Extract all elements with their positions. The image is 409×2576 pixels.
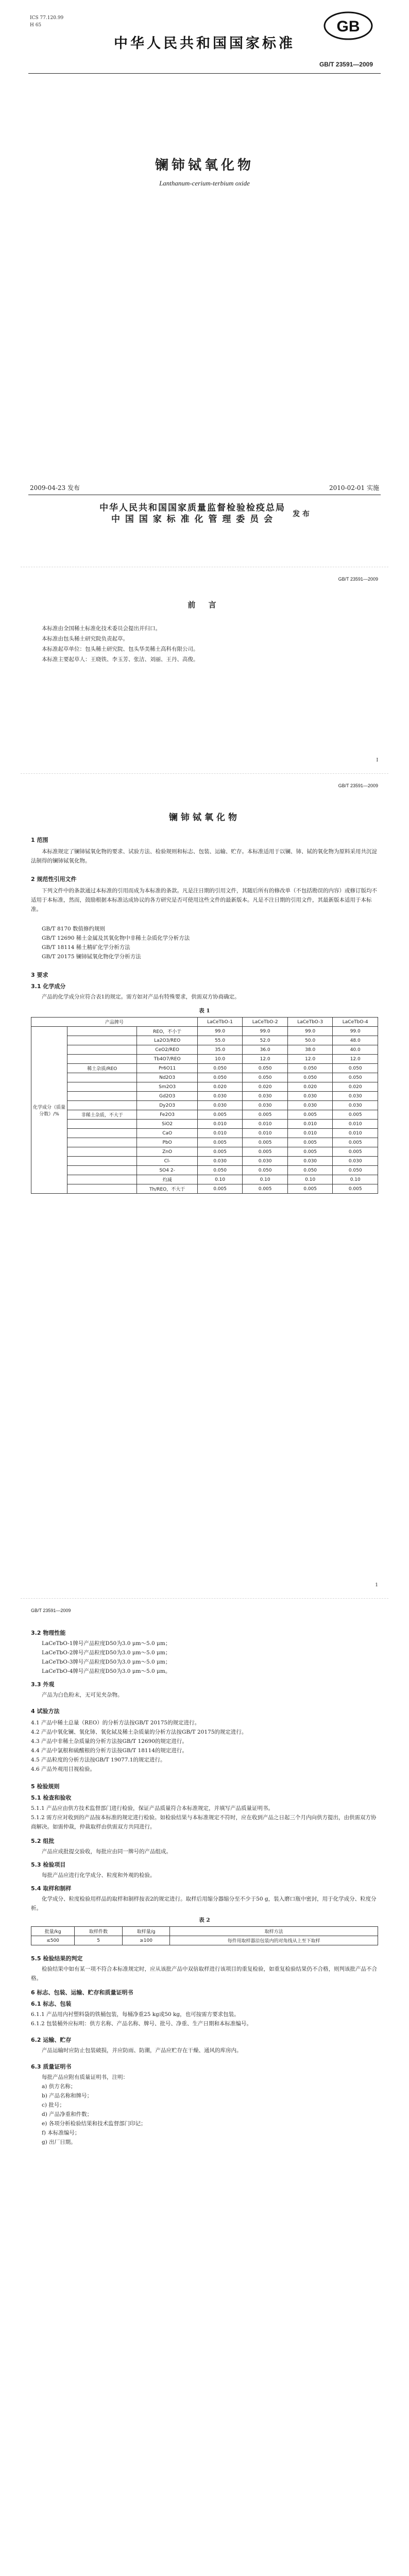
row-label: SO4 2- xyxy=(137,1166,197,1175)
sampling-table xyxy=(31,1926,378,1945)
table-cell: 0.010 xyxy=(333,1120,378,1129)
subsection-heading: 6.1 标志、包装 xyxy=(31,2001,72,2007)
table-cell: 99.0 xyxy=(197,1027,243,1036)
table-cell: 40.0 xyxy=(333,1045,378,1055)
subsection-heading: 3.3 外观 xyxy=(31,1681,55,1688)
table-row xyxy=(31,1120,378,1129)
issuer-line: 中华人民共和国国家质量监督检验检疫总局 xyxy=(99,503,286,513)
table-cell: 5 xyxy=(75,1936,123,1945)
row-group-label xyxy=(67,1073,137,1082)
row-group-label: 稀土杂质/REO xyxy=(67,1064,137,1073)
table-cell: 0.030 xyxy=(287,1092,333,1101)
table-cell: 0.050 xyxy=(197,1166,243,1175)
table-cell: 0.005 xyxy=(333,1110,378,1120)
table-cell: 0.030 xyxy=(287,1157,333,1166)
gb-logo-text: GB xyxy=(336,18,360,35)
row-label: REO，不小于 xyxy=(137,1027,197,1036)
table-cell: 0.005 xyxy=(197,1147,243,1157)
row-group-label xyxy=(67,1036,137,1045)
header-rule xyxy=(28,73,381,74)
section-text: 产品的化学成分应符合表1的规定。需方如对产品有特殊要求，供需双方协商确定。 xyxy=(42,994,240,1000)
section-text: 产品运输时应防止包装破损，并应防雨、防潮，产品应贮存在干燥、通风的库房内。 xyxy=(42,2047,242,2054)
table-row xyxy=(31,1027,378,1036)
row-label: Gd2O3 xyxy=(137,1092,197,1101)
table-cell: 0.020 xyxy=(287,1082,333,1092)
list-item: 6.1.1 产品用内衬塑料袋的铁桶包装，每桶净重25 kg或50 kg，也可按需方要求包装。 xyxy=(31,2011,240,2018)
table-cell: 99.0 xyxy=(243,1027,288,1036)
table-cell: 0.020 xyxy=(197,1082,243,1092)
list-item: 6.1.2 包装桶外应标明：供方名称、产品名称、牌号、批号、净重、生产日期和本标准编号。 xyxy=(31,2021,252,2027)
reference-item: GB/T 20175 镧铈铽氧化物化学分析方法 xyxy=(42,954,141,960)
list-item: f) 本标准编号； xyxy=(42,2130,80,2136)
table-cell: 0.005 xyxy=(243,1110,288,1120)
table-cell: 0.010 xyxy=(243,1120,288,1129)
table-row xyxy=(31,1184,378,1194)
row-label: PbO xyxy=(137,1138,197,1147)
row-label: 灼减 xyxy=(137,1175,197,1184)
table-cell: 0.030 xyxy=(243,1092,288,1101)
table-cell: 0.10 xyxy=(287,1175,333,1184)
table-cell: 0.050 xyxy=(333,1064,378,1073)
issuer-line: 中 国 国 家 标 准 化 管 理 委 员 会 xyxy=(111,514,274,524)
table-cell: 0.005 xyxy=(287,1184,333,1194)
row-group-label xyxy=(67,1129,137,1138)
row-label: SiO2 xyxy=(137,1120,197,1129)
list-item: 4.5 产品粒度的分析方法按GB/T 19077.1的规定进行。 xyxy=(31,1757,166,1763)
section-heading: 2 规范性引用文件 xyxy=(31,876,77,883)
foreword-page xyxy=(0,567,409,773)
table-cell: 0.050 xyxy=(287,1064,333,1073)
table-cell: 0.020 xyxy=(243,1082,288,1092)
body-page xyxy=(0,774,409,1598)
table-cell: 0.030 xyxy=(197,1092,243,1101)
table-row xyxy=(31,1157,378,1166)
list-item: LaCeTbO-4牌号产品粒度D50为3.0 μm～5.0 μm。 xyxy=(42,1668,171,1674)
table-cell: 0.010 xyxy=(333,1129,378,1138)
row-label: Th/REO，不大于 xyxy=(137,1184,197,1194)
table-cell: 0.005 xyxy=(287,1147,333,1157)
reference-item: GB/T 8170 数值修约规则 xyxy=(42,926,106,932)
row-label: ZnO xyxy=(137,1147,197,1157)
table-cell: 12.0 xyxy=(333,1055,378,1064)
table-row xyxy=(31,1045,378,1055)
grade-header: LaCeTbO-1 xyxy=(197,1018,243,1027)
document-title: 镧铈铽氧化物 xyxy=(155,158,254,173)
table-cell: 0.050 xyxy=(287,1073,333,1082)
table-cell: 0.050 xyxy=(243,1166,288,1175)
grade-header: LaCeTbO-2 xyxy=(243,1018,288,1027)
subsection-heading: 5.4 取样和制样 xyxy=(31,1885,72,1892)
row-label: Nd2O3 xyxy=(137,1073,197,1082)
implement-date: 2010-02-01 实施 xyxy=(329,484,379,492)
reference-item: GB/T 18114 稀土精矿化学分析方法 xyxy=(42,944,130,951)
table-cell: 0.005 xyxy=(197,1184,243,1194)
table-cell: 12.0 xyxy=(287,1055,333,1064)
table-cell: 0.010 xyxy=(197,1120,243,1129)
ics-line: H 65 xyxy=(30,23,42,28)
subsection-heading: 5.5 检验结果的判定 xyxy=(31,1955,83,1962)
foreword-paragraph: 本标准起草单位：包头稀土研究院、包头华美稀土高科有限公司。 xyxy=(42,646,199,652)
row-group-label xyxy=(67,1092,137,1101)
table-header-cell: 取样件数 xyxy=(75,1927,123,1936)
table-cell: 0.10 xyxy=(243,1175,288,1184)
table-row xyxy=(31,1101,378,1110)
table-cell: 0.005 xyxy=(197,1110,243,1120)
table-cell: 99.0 xyxy=(333,1027,378,1036)
row-label: La2O3/REO xyxy=(137,1036,197,1045)
table-row xyxy=(31,1036,378,1045)
page-number: I xyxy=(376,758,378,763)
list-item: e) 各项分析检验结果和技术监督部门印记； xyxy=(42,2121,146,2127)
table-cell: 38.0 xyxy=(287,1045,333,1055)
table-row xyxy=(31,1166,378,1175)
row-group-label xyxy=(67,1082,137,1092)
table-cell: 0.050 xyxy=(197,1073,243,1082)
table-cell: 0.030 xyxy=(333,1157,378,1166)
list-item: LaCeTbO-2牌号产品粒度D50为3.0 μm～5.0 μm； xyxy=(42,1650,171,1656)
table-cell: 0.005 xyxy=(243,1138,288,1147)
table-cell: 35.0 xyxy=(197,1045,243,1055)
row-label: Pr6O11 xyxy=(137,1064,197,1073)
table-header-cell: 取样量/g xyxy=(122,1927,169,1936)
row-label: Sm2O3 xyxy=(137,1082,197,1092)
list-item: b) 产品名称和牌号； xyxy=(42,2093,93,2099)
continued-page xyxy=(0,1599,409,2576)
table-cell: 0.030 xyxy=(243,1101,288,1110)
section-text: 产品应成批提交验收，每批应由同一牌号的产品组成。 xyxy=(42,1849,172,1855)
cover-page xyxy=(0,0,409,567)
table-row xyxy=(31,1082,378,1092)
list-item: 5.1.2 需方应对收到的产品按本标准的规定进行检验。如检验结果与本标准规定不符时，应在收到产品之日起三个月内向供方提出，由供需双方协商解决。如需仲裁，仲裁取样由供需双方共同进行。 xyxy=(31,1815,377,1830)
standard-organization: 中华人民共和国国家标准 xyxy=(114,36,295,52)
table-cell: 0.050 xyxy=(287,1166,333,1175)
row-label: Tb4O7/REO xyxy=(137,1055,197,1064)
composition-label: 化学成分（质量分数）/% xyxy=(31,1027,67,1194)
standard-number: GB/T 23591—2009 xyxy=(319,61,373,68)
list-item: g) 出厂日期。 xyxy=(42,2139,76,2145)
section-text: 每批产品应附有质量证明书，注明： xyxy=(42,2074,128,2080)
table-row xyxy=(31,1129,378,1138)
table-cell: 12.0 xyxy=(243,1055,288,1064)
table-row xyxy=(31,1110,378,1120)
row-label: CaO xyxy=(137,1129,197,1138)
table-cell: 0.005 xyxy=(197,1138,243,1147)
composition-table xyxy=(31,1017,378,1194)
table-cell: 0.050 xyxy=(243,1073,288,1082)
row-label: Cl- xyxy=(137,1157,197,1166)
list-item: c) 批号； xyxy=(42,2102,65,2108)
table-cell: 10.0 xyxy=(197,1055,243,1064)
row-group-label xyxy=(67,1101,137,1110)
row-group-label xyxy=(67,1175,137,1184)
page-header: GB/T 23591—2009 xyxy=(338,783,378,788)
subsection-heading: 3.2 物理性能 xyxy=(31,1630,66,1636)
row-label: Fe2O3 xyxy=(137,1110,197,1120)
table-header-cell: 批量/kg xyxy=(31,1927,75,1936)
list-item: 5.1.1 产品应由供方技术监督部门进行检验，保证产品质量符合本标准规定，并填写产品质量证明书。 xyxy=(31,1805,274,1811)
table-cell: ≤500 xyxy=(31,1936,75,1945)
section-text: 检验结果中如有某一项不符合本标准规定时，应从该批产品中双倍取样进行该项目的重复检验，如重复检验结果仍不合格，则判该批产品不合格。 xyxy=(31,1966,377,1981)
section-text: 化学成分、粒度检验用样品的取样和制样按表2的规定进行。取样后用缩分器缩分至不少于50 g，装入磨口瓶中密封，用于化学成分、粒度分析。 xyxy=(31,1896,377,1911)
row-group-label xyxy=(67,1055,137,1064)
list-item: 4.3 产品中非稀土杂质量的分析方法按GB/T 12690的规定进行。 xyxy=(31,1738,188,1744)
foreword-paragraph: 本标准主要起草人：王晓铁、李玉芳、张洁、刘丽、王丹、高俊。 xyxy=(42,656,199,663)
table-header-row xyxy=(31,1018,378,1027)
table-cell: 0.010 xyxy=(287,1120,333,1129)
table-row xyxy=(31,1073,378,1082)
grade-header: LaCeTbO-3 xyxy=(287,1018,333,1027)
list-item: 4.4 产品中氯根和硫酸根的分析方法按GB/T 18114的规定进行。 xyxy=(31,1748,188,1754)
table-cell: 0.050 xyxy=(333,1073,378,1082)
row-group-label xyxy=(67,1027,137,1036)
subsection-heading: 5.1 检查和验收 xyxy=(31,1794,72,1801)
section-text: 下列文件中的条款通过本标准的引用而成为本标准的条款。凡是注日期的引用文件，其随后所有的修改单（不包括勘误的内容）或修订版均不适用于本标准，然而，鼓励根据本标准达成协议的各方研究是否可使用这些文件的最新版本。凡是不注日期的引用文件，其最新版本适用于本标准。 xyxy=(31,888,377,912)
ics-line: ICS 77.120.99 xyxy=(30,15,64,21)
page-header: GB/T 23591—2009 xyxy=(31,1608,71,1613)
table-row xyxy=(31,1138,378,1147)
table-row xyxy=(31,1055,378,1064)
table-cell: 0.030 xyxy=(197,1101,243,1110)
table-header-row xyxy=(31,1927,378,1936)
issuer-block xyxy=(0,502,409,525)
table-cell: 0.10 xyxy=(333,1175,378,1184)
table-row xyxy=(31,1064,378,1073)
section-heading: 1 范围 xyxy=(31,837,48,843)
list-item: d) 产品净重和件数； xyxy=(42,2111,93,2117)
table-cell: 0.10 xyxy=(197,1175,243,1184)
table-cell: 0.005 xyxy=(287,1110,333,1120)
reference-item: GB/T 12690 稀土金属及其氧化物中非稀土杂质化学分析方法 xyxy=(42,935,190,941)
row-group-label xyxy=(67,1157,137,1166)
table-cell: 0.005 xyxy=(333,1147,378,1157)
list-item: 4.6 产品外观用目视检验。 xyxy=(31,1766,96,1772)
table-cell: 0.030 xyxy=(333,1092,378,1101)
body-title: 镧铈铽氧化物 xyxy=(169,812,240,823)
table-head-label: 产品牌号 xyxy=(31,1018,198,1027)
page-number: 1 xyxy=(375,1583,378,1588)
subsection-heading: 6.3 质量证明书 xyxy=(31,2063,72,2070)
table-cell: 0.050 xyxy=(197,1064,243,1073)
table-cell: 48.0 xyxy=(333,1036,378,1045)
section-heading: 4 试验方法 xyxy=(31,1708,60,1715)
subsection-heading: 3.1 化学成分 xyxy=(31,983,66,990)
table-row xyxy=(31,1092,378,1101)
table-row xyxy=(31,1936,378,1945)
ics-code xyxy=(30,14,63,29)
table-row xyxy=(31,1147,378,1157)
table-cell: 0.020 xyxy=(333,1082,378,1092)
section-text: 产品为白色粉末，无可见夹杂物。 xyxy=(42,1692,123,1698)
table-cell: 0.030 xyxy=(287,1101,333,1110)
table-cell: 50.0 xyxy=(287,1036,333,1045)
section-text: 每批产品应进行化学成分、粒度和外观的检验。 xyxy=(42,1872,156,1878)
table-cell: 0.030 xyxy=(197,1157,243,1166)
table-cell: 0.005 xyxy=(287,1138,333,1147)
publish-date: 2009-04-23 发布 xyxy=(30,484,80,492)
row-label: Dy2O3 xyxy=(137,1101,197,1110)
row-group-label xyxy=(67,1138,137,1147)
row-group-label xyxy=(67,1045,137,1055)
list-item: LaCeTbO-1牌号产品粒度D50为3.0 μm～5.0 μm； xyxy=(42,1640,171,1647)
table-cell: 0.030 xyxy=(333,1101,378,1110)
issue-word: 发 布 xyxy=(293,510,310,518)
table-cell: 0.005 xyxy=(243,1184,288,1194)
table-cell: 0.050 xyxy=(333,1166,378,1175)
table-cell: 55.0 xyxy=(197,1036,243,1045)
table-cell: 0.005 xyxy=(333,1184,378,1194)
list-item: 4.1 产品中稀土总量（REO）的分析方法按GB/T 20175的规定进行。 xyxy=(31,1720,200,1726)
row-label: CeO2/REO xyxy=(137,1045,197,1055)
foreword-paragraph: 本标准由全国稀土标准化技术委员会提出并归口。 xyxy=(42,625,161,632)
grade-header: LaCeTbO-4 xyxy=(333,1018,378,1027)
row-group-label xyxy=(67,1147,137,1157)
table-row xyxy=(31,1175,378,1184)
subsection-heading: 6.2 运输、贮存 xyxy=(31,2037,72,2043)
list-item: LaCeTbO-3牌号产品粒度D50为3.0 μm～5.0 μm； xyxy=(42,1659,171,1665)
row-group-label xyxy=(67,1166,137,1175)
table-cell: 0.005 xyxy=(333,1138,378,1147)
table-cell: 每件用取样器沿包装内的对角线从上至下取样 xyxy=(170,1936,378,1945)
table-cell: 0.005 xyxy=(243,1147,288,1157)
table-cell: 52.0 xyxy=(243,1036,288,1045)
table-cell: 0.030 xyxy=(243,1157,288,1166)
table-cell: 0.050 xyxy=(243,1064,288,1073)
list-item: 4.2 产品中氧化镧、氧化铈、氧化铽及稀土杂质量的分析方法按GB/T 20175的规定进行。 xyxy=(31,1729,247,1735)
table-header-cell: 取样方法 xyxy=(170,1927,378,1936)
section-heading: 3 要求 xyxy=(31,972,48,978)
table-cell: 0.010 xyxy=(197,1129,243,1138)
row-group-label: 非稀土杂质，不大于 xyxy=(67,1110,137,1120)
row-group-label xyxy=(67,1184,137,1194)
subsection-heading: 5.2 组批 xyxy=(31,1838,55,1844)
table-cell: 0.010 xyxy=(287,1129,333,1138)
page-header: GB/T 23591—2009 xyxy=(338,577,378,582)
document-title-en: Lanthanum-cerium-terbium oxide xyxy=(159,179,250,187)
table-cell: ≥100 xyxy=(122,1936,169,1945)
subsection-heading: 5.3 检验项目 xyxy=(31,1861,66,1868)
table-cell: 99.0 xyxy=(287,1027,333,1036)
foreword-title: 前 言 xyxy=(188,600,221,609)
table-caption: 表 2 xyxy=(199,1917,210,1923)
section-heading: 6 标志、包装、运输、贮存和质量证明书 xyxy=(31,1989,133,1996)
row-group-label xyxy=(67,1120,137,1129)
section-heading: 5 检验规则 xyxy=(31,1783,60,1790)
foreword-paragraph: 本标准由包头稀土研究院负责起草。 xyxy=(42,636,128,642)
table-cell: 36.0 xyxy=(243,1045,288,1055)
section-text: 本标准规定了镧铈铽氧化物的要求、试验方法、检验规则和标志、包装、运输、贮存。本标准适用于以镧、铈、铽的氧化物为原料采用共沉淀法制得的镧铈铽氧化物。 xyxy=(31,849,377,864)
table-caption: 表 1 xyxy=(199,1008,210,1014)
table-cell: 0.010 xyxy=(243,1129,288,1138)
list-item: a) 供方名称； xyxy=(42,2083,76,2090)
